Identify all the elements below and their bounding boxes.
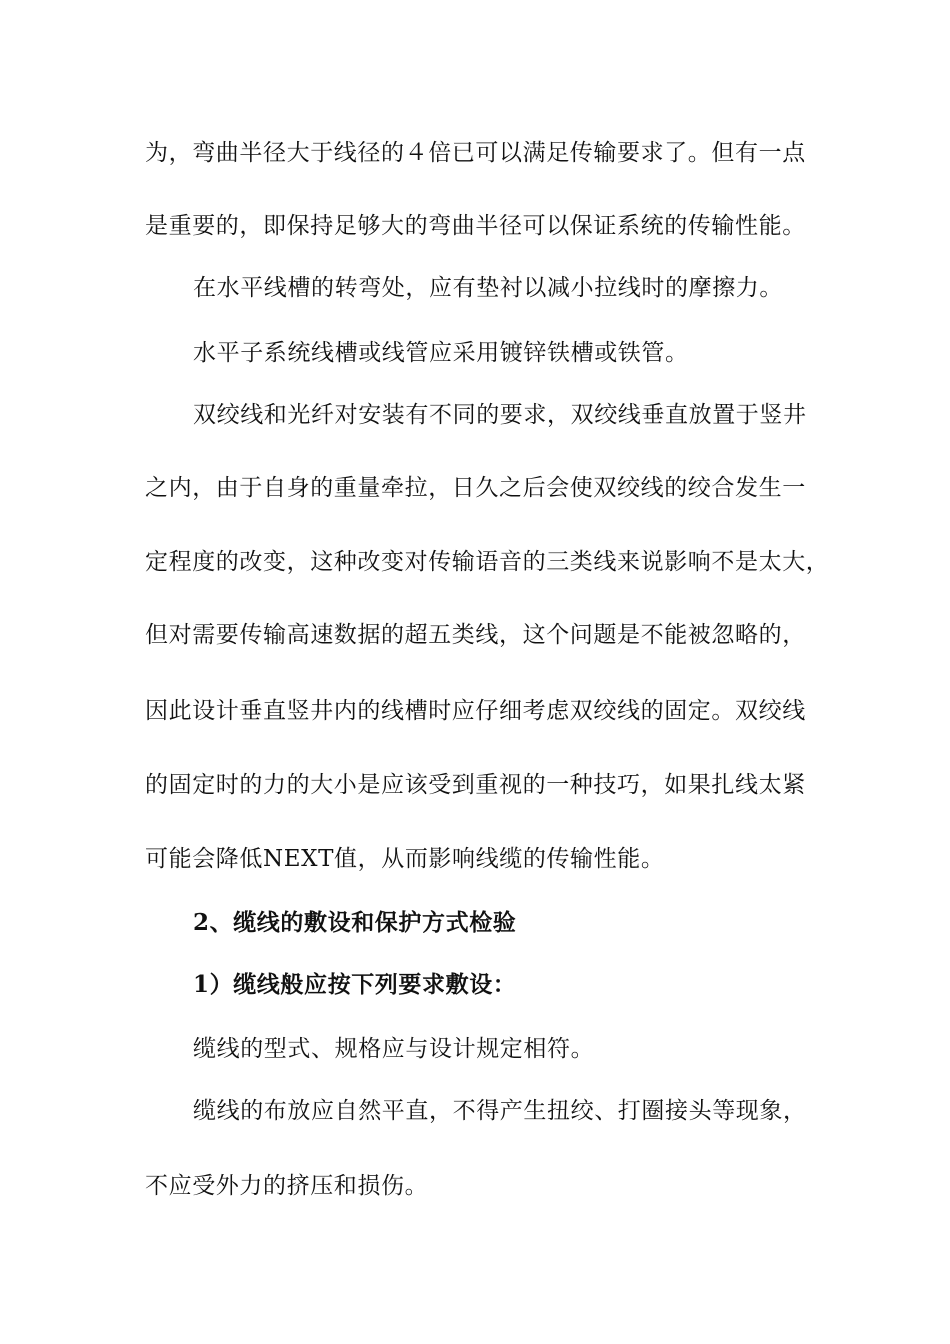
subsection-heading: 1）缆线般应按下列要求敷设： (193, 971, 517, 998)
paragraph-line: 定程度的改变，这种改变对传输语音的三类线来说影响不是太大， (145, 549, 830, 575)
paragraph-line: 可能会降低NEXT值，从而影响线缆的传输性能。 (145, 846, 665, 872)
paragraph-line: 因此设计垂直竖井内的线槽时应仔细考虑双绞线的固定。双绞线 (145, 698, 806, 724)
section-heading: 2、缆线的敷设和保护方式检验 (193, 909, 517, 936)
paragraph-line: 为，弯曲半径大于线径的４倍已可以满足传输要求了。但有一点 (145, 140, 806, 166)
paragraph-line: 缆线的布放应自然平直，不得产生扭绞、打圈接头等现象， (193, 1098, 807, 1124)
paragraph-line: 是重要的，即保持足够大的弯曲半径可以保证系统的传输性能。 (145, 213, 806, 239)
paragraph-line: 的固定时的力的大小是应该受到重视的一种技巧，如果扎线太紧 (145, 772, 806, 798)
paragraph-line: 但对需要传输高速数据的超五类线，这个问题是不能被忽略的， (145, 622, 806, 648)
paragraph-line: 之内，由于自身的重量牵拉，日久之后会使双绞线的绞合发生一 (145, 475, 806, 501)
paragraph-line: 不应受外力的挤压和损伤。 (145, 1173, 429, 1199)
paragraph-line: 双绞线和光纤对安装有不同的要求，双绞线垂直放置于竖井 (193, 402, 807, 428)
paragraph-line: 在水平线槽的转弯处，应有垫衬以减小拉线时的摩擦力。 (193, 275, 783, 301)
paragraph-line: 缆线的型式、规格应与设计规定相符。 (193, 1036, 595, 1062)
paragraph-line: 水平子系统线槽或线管应采用镀锌铁槽或铁管。 (193, 340, 689, 366)
